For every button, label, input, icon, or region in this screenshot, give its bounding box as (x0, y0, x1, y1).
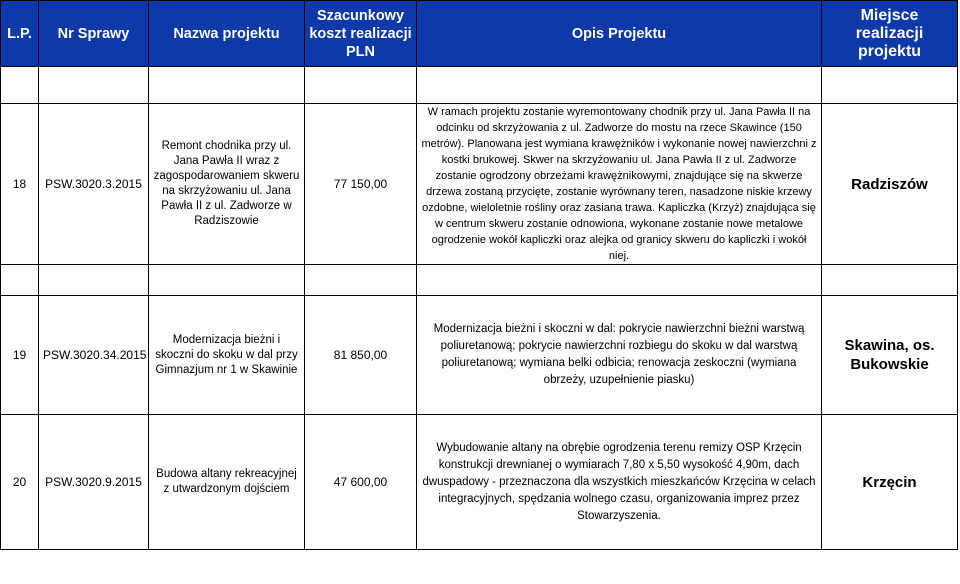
header-nazwa: Nazwa projektu (149, 1, 305, 67)
row-miejsce: Skawina, os. Bukowskie (822, 296, 958, 415)
header-lp: L.P. (1, 1, 39, 67)
row-koszt: 47 600,00 (305, 415, 417, 550)
row-koszt: 77 150,00 (305, 104, 417, 265)
row-opis: Wybudowanie altany na obrębie ogrodzenia terenu remizy OSP Krzęcin konstrukcji drewnianej o wymiarach 7,80 x 5,50 wysokość 4,90m, dach dwuspadowy - przeznaczona dla wszystkich mieszkańców Krzęcina w celach integracyjnych, spędzania wolnego czasu, organizowania imprez przez Stowarzyszenia. (417, 415, 822, 550)
row-miejsce: Krzęcin (822, 415, 958, 550)
row-nazwa: Remont chodnika przy ul. Jana Pawła II wraz z zagospodarowaniem skweru na skrzyżowaniu ul. Jana Pawła II z ul. Zadworze w Radziszowie (149, 104, 305, 265)
row-nr-sprawy: PSW.3020.3.2015 (39, 104, 149, 265)
row-lp: 20 (1, 415, 39, 550)
row-nazwa: Budowa altany rekreacyjnej z utwardzonym dojściem (149, 415, 305, 550)
row-lp: 19 (1, 296, 39, 415)
table-row (1, 104, 958, 265)
spacer-row (1, 67, 958, 104)
table-row (1, 415, 958, 550)
row-opis: W ramach projektu zostanie wyremontowany chodnik przy ul. Jana Pawła II na odcinku od skrzyżowania z ul. Zadworze do mostu na rzece Skawince (150 metrów). Planowana jest wymiana krawężników i wykonanie nowej nawierzchni z kostki brukowej. Skwer na skrzyżowaniu ul. Jana Pawła II z ul. Zadworze zostanie ogrodzony obrzeżami krawężnikowymi, znajdujące się na skwerze drzewa zostaną przycięte, zostanie wyrównany teren, nasadzone niskie krzewy ozdobne, wieloletnie rośliny oraz zasiana trawa. Kapliczka (Krzyż) znajdująca się w centrum skweru zostanie odnowiona, wykonane zostanie nowe metalowe ogrodzenie wokół kapliczki oraz alejka od granicy skweru do kapliczki i wokół niej. (417, 104, 822, 265)
row-nazwa: Modernizacja bieżni i skoczni do skoku w dal przy Gimnazjum nr 1 w Skawinie (149, 296, 305, 415)
spacer-row (1, 265, 958, 296)
row-nr-sprawy: PSW.3020.34.2015 (39, 296, 149, 415)
row-koszt: 81 850,00 (305, 296, 417, 415)
header-miejsce: Miejsce realizacji projektu (822, 1, 958, 67)
header-nr-sprawy: Nr Sprawy (39, 1, 149, 67)
row-opis: Modernizacja bieżni i skoczni w dal: pokrycie nawierzchni bieżni warstwą poliuretanową; pokrycie nawierzchni rozbiegu do skoku w dal warstwą poliuretanową; wymiana belki odbicia; renowacja zeskoczni (wymiana obrzeży, uzupełnienie piasku) (417, 296, 822, 415)
row-lp: 18 (1, 104, 39, 265)
table-header-row (1, 1, 958, 67)
header-opis: Opis Projektu (417, 1, 822, 67)
header-koszt: Szacunkowy koszt realizacji PLN (305, 1, 417, 67)
table-row (1, 296, 958, 415)
row-miejsce: Radziszów (822, 104, 958, 265)
row-nr-sprawy: PSW.3020.9.2015 (39, 415, 149, 550)
